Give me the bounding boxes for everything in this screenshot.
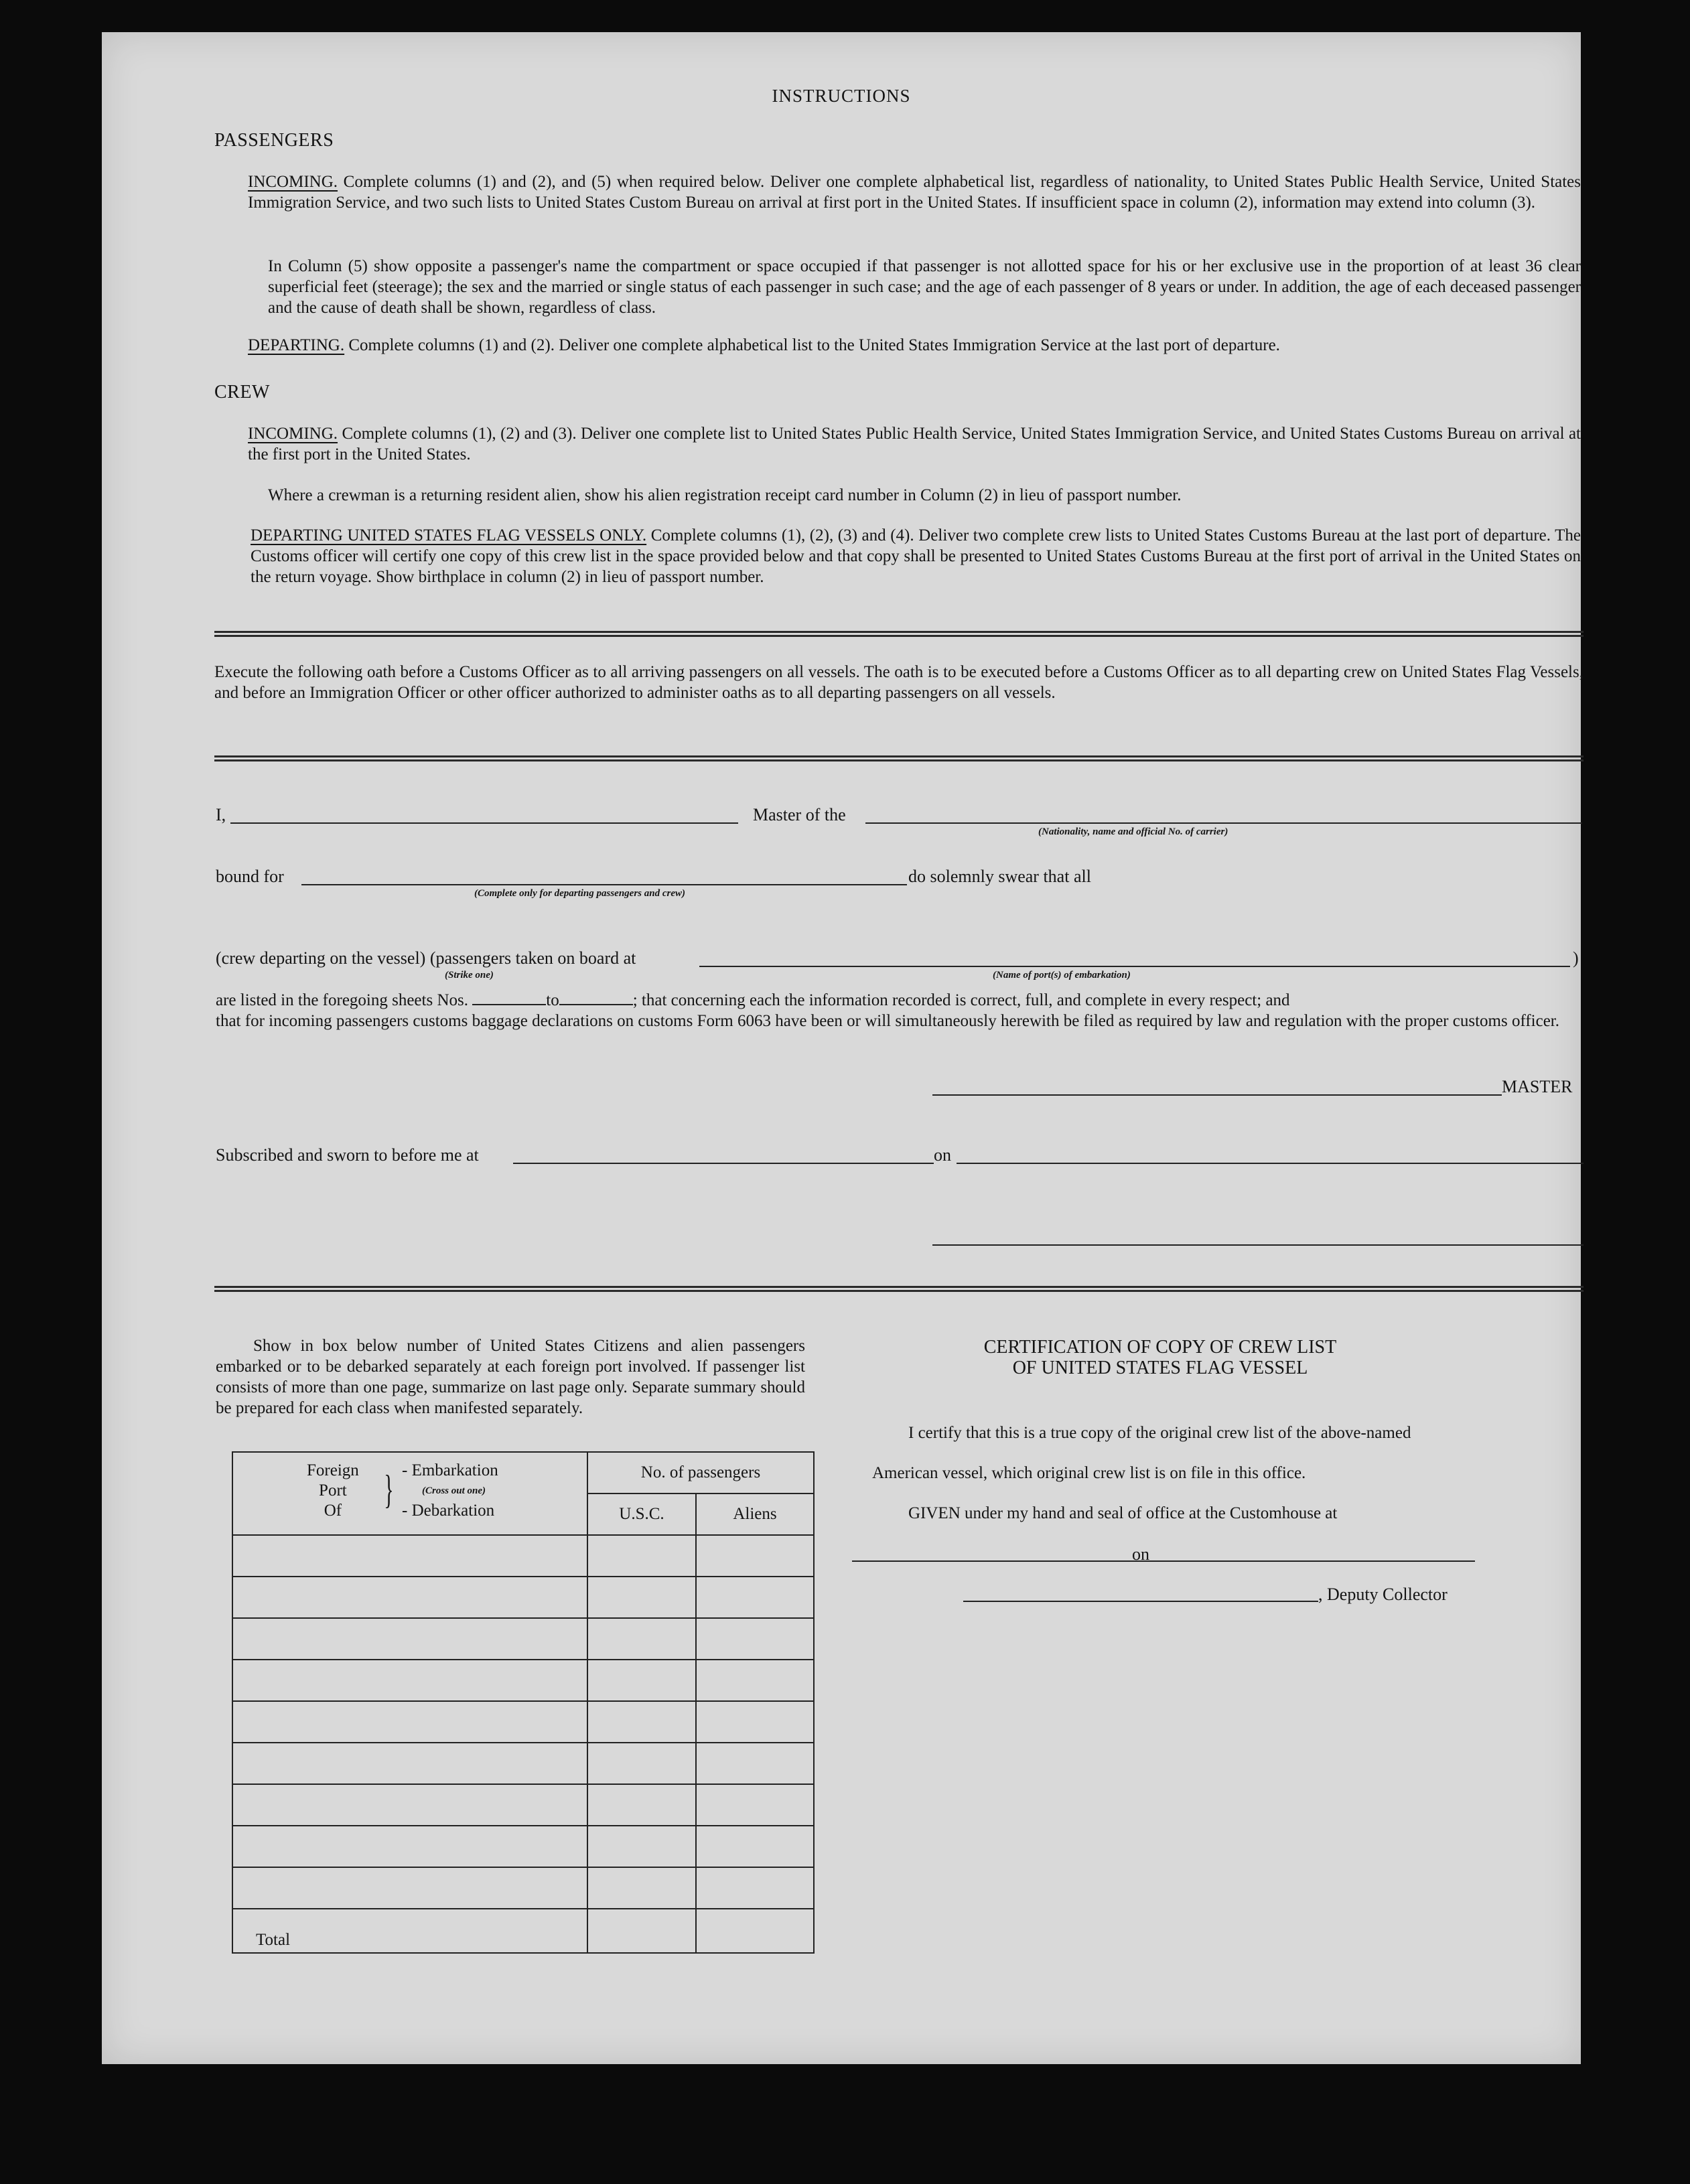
port-cell[interactable] (232, 1577, 587, 1618)
page-title: INSTRUCTIONS (772, 86, 911, 106)
sheet-from-field[interactable] (472, 1004, 546, 1005)
sheet-to-field[interactable] (559, 1004, 633, 1005)
given-line: GIVEN under my hand and seal of office at the Customhouse at (908, 1504, 1338, 1522)
subscribed-label: Subscribed and sworn to before me at (216, 1145, 479, 1165)
subscribed-on-label: on (934, 1145, 951, 1165)
oath-bound-for-label: bound for (216, 867, 284, 886)
passenger-summary-table (232, 1451, 815, 1954)
port-cell[interactable] (232, 1826, 587, 1867)
usc-cell[interactable] (587, 1826, 696, 1867)
certify-line2: American vessel, which original crew list is on file in this office. (872, 1464, 1306, 1482)
listed-to-text: to (546, 991, 559, 1009)
total-row (232, 1909, 814, 1953)
crew-departing-paragraph (251, 525, 1581, 587)
table-row (232, 1867, 814, 1909)
officer-signature-line[interactable] (932, 1244, 1583, 1246)
oath-intro-paragraph: Execute the following oath before a Customs Officer as to all arriving passengers on all vessels. The oath is to be executed before a Customs Officer as to all departing crew on United States Flag Vessels, and before an Immigration Officer or other officer authorized to administer oaths as to all departing passengers on all vessels. (214, 663, 1583, 702)
master-label: MASTER (1502, 1077, 1573, 1096)
total-label: Total (232, 1909, 587, 1953)
aliens-cell[interactable] (696, 1743, 814, 1784)
port-cell[interactable] (232, 1701, 587, 1743)
brace-icon: } (384, 1467, 394, 1512)
aliens-cell[interactable] (696, 1535, 814, 1577)
listed-text-b: ; that concerning each the information recorded is correct, full, and complete in every respect; and (632, 991, 1290, 1009)
debarkation-label: - Debarkation (402, 1502, 495, 1520)
oath-listed-rest: that for incoming passengers customs baggage declarations on customs Form 6063 have been or will simultaneously herewith be filed as required by law and regulation with the proper customs officer. (216, 1012, 1559, 1030)
summary-instructions: Show in box below number of United States Citizens and alien passengers embarked or to be debarked separately at each foreign port involved. If passenger list consists of more than one page, summarize on last page only. Separate summary should be prepared for each class when manifested separately. (216, 1337, 805, 1417)
subscribed-place-line[interactable] (513, 1163, 934, 1164)
listed-text-a: are listed in the foregoing sheets Nos. (216, 991, 468, 1009)
master-signature-line[interactable] (932, 1094, 1502, 1096)
usc-cell[interactable] (587, 1867, 696, 1909)
aliens-cell[interactable] (696, 1826, 814, 1867)
passengers-departing-paragraph (248, 335, 1584, 356)
subscribed-date-line[interactable] (957, 1163, 1583, 1164)
crew-incoming-paragraph (248, 423, 1581, 465)
usc-cell[interactable] (587, 1784, 696, 1826)
bound-for-line[interactable] (301, 884, 907, 885)
master-name-line[interactable] (230, 822, 738, 824)
certification-heading-line1: CERTIFICATION OF COPY OF CREW LIST (983, 1337, 1337, 1358)
usc-header: U.S.C. (587, 1494, 696, 1535)
passengers-incoming-label: INCOMING. (248, 173, 338, 191)
passengers-departing-label: DEPARTING. (248, 336, 345, 354)
certification-heading-line2: OF UNITED STATES FLAG VESSEL (1012, 1358, 1308, 1378)
port-header-cell (232, 1452, 587, 1535)
usc-cell[interactable] (587, 1618, 696, 1660)
usc-cell[interactable] (587, 1577, 696, 1618)
crew-incoming-label: INCOMING. (248, 425, 338, 443)
usc-cell[interactable] (587, 1660, 696, 1701)
oath-master-of-label: Master of the (753, 805, 846, 824)
passengers-column5-paragraph: In Column (5) show opposite a passenger's name the compartment or space occupied if that passenger is not allotted space for his or her exclusive use in the proportion of at least 36 clear superficial feet (steerage); the sex and the married or single status of each passenger in such case; and the age of each passenger of 8 years or under. In addition, the age of each deceased passenger and the cause of death shall be shown, regardless of class. (268, 257, 1581, 317)
aliens-cell[interactable] (696, 1784, 814, 1826)
usc-cell[interactable] (587, 1743, 696, 1784)
crew-resident-paragraph: Where a crewman is a returning resident alien, show his alien registration receipt card number in Column (2) in lieu of passport number. (268, 486, 1182, 504)
port-cell[interactable] (232, 1660, 587, 1701)
certification-heading (845, 1337, 1475, 1378)
aliens-cell[interactable] (696, 1577, 814, 1618)
aliens-total-cell[interactable] (696, 1909, 814, 1953)
crew-incoming-text: Complete columns (1), (2) and (3). Deliver one complete list to United States Public Health Service, United States Immigration Service, and United States Customs Bureau on arrival at the first port in the United States. (248, 425, 1581, 463)
divider-double-1 (214, 631, 1583, 637)
table-row (232, 1701, 814, 1743)
deputy-collector-label: , Deputy Collector (1318, 1585, 1448, 1604)
port-cell[interactable] (232, 1743, 587, 1784)
certification-on-label: on (1132, 1544, 1149, 1564)
no-passengers-header: No. of passengers (587, 1452, 814, 1494)
port-note: (Name of port(s) of embarkation) (993, 970, 1131, 980)
bound-for-note: (Complete only for departing passengers and crew) (474, 888, 685, 899)
table-row (232, 1577, 814, 1618)
aliens-cell[interactable] (696, 1867, 814, 1909)
table-row (232, 1743, 814, 1784)
port-label: Port (319, 1481, 347, 1500)
oath-i-label: I, (216, 805, 226, 824)
table-row (232, 1618, 814, 1660)
of-label: Of (324, 1502, 342, 1520)
carrier-line[interactable] (865, 822, 1582, 824)
aliens-cell[interactable] (696, 1618, 814, 1660)
table-row (232, 1784, 814, 1826)
aliens-cell[interactable] (696, 1660, 814, 1701)
oath-listed-line1 (216, 990, 1585, 1011)
port-cell[interactable] (232, 1535, 587, 1577)
carrier-note: (Nationality, name and official No. of carrier) (1038, 826, 1228, 837)
oath-swear-text: do solemnly swear that all (908, 867, 1091, 886)
port-cell[interactable] (232, 1618, 587, 1660)
certify-line1: I certify that this is a true copy of the original crew list of the above-named (908, 1424, 1411, 1442)
passengers-incoming-text: Complete columns (1) and (2), and (5) when required below. Deliver one complete alphabetical list, regardless of nationality, to United States Public Health Service, United States Immigration Service, and two such lists to United States Custom Bureau on arrival at first port in the United States. If insufficient space in column (2), information may extend into column (3). (248, 173, 1581, 212)
crew-departing-text: Complete columns (1), (2), (3) and (4). Deliver two complete crew lists to United States Customs Bureau at the last port of departure. The Customs officer will certify one copy of this crew list in the space provided below and that copy shall be presented to United States Customs Bureau at the first port of arrival in the United States on the return voyage. Show birthplace in column (2) in lieu of passport number. (251, 526, 1581, 586)
aliens-cell[interactable] (696, 1701, 814, 1743)
table-row (232, 1826, 814, 1867)
strike-one-note: (Strike one) (445, 970, 494, 980)
port-cell[interactable] (232, 1784, 587, 1826)
oath-crew-passengers-text: (crew departing on the vessel) (passengers taken on board at (216, 948, 636, 968)
cross-out-note: (Cross out one) (422, 1485, 486, 1496)
oath-close-paren: ) (1573, 948, 1579, 968)
form-sheet (102, 32, 1581, 2064)
foreign-label: Foreign (307, 1461, 359, 1479)
deputy-signature-line[interactable] (963, 1601, 1318, 1602)
crew-heading: CREW (214, 382, 270, 403)
table-row (232, 1535, 814, 1577)
usc-total-cell[interactable] (587, 1909, 696, 1953)
divider-double-2 (214, 755, 1583, 761)
passengers-heading: PASSENGERS (214, 130, 334, 151)
usc-cell[interactable] (587, 1535, 696, 1577)
usc-cell[interactable] (587, 1701, 696, 1743)
aliens-header: Aliens (696, 1494, 814, 1535)
certification-date-line[interactable] (1157, 1560, 1475, 1562)
crew-departing-label: DEPARTING UNITED STATES FLAG VESSELS ONLY. (251, 526, 647, 544)
passengers-departing-text: Complete columns (1) and (2). Deliver one complete alphabetical list to the United States Immigration Service at the last port of departure. (348, 336, 1280, 354)
embarkation-label: - Embarkation (402, 1461, 498, 1479)
divider-double-3 (214, 1286, 1583, 1292)
port-cell[interactable] (232, 1867, 587, 1909)
table-row (232, 1660, 814, 1701)
embarkation-port-line[interactable] (699, 966, 1570, 967)
passengers-incoming-paragraph (248, 171, 1581, 213)
